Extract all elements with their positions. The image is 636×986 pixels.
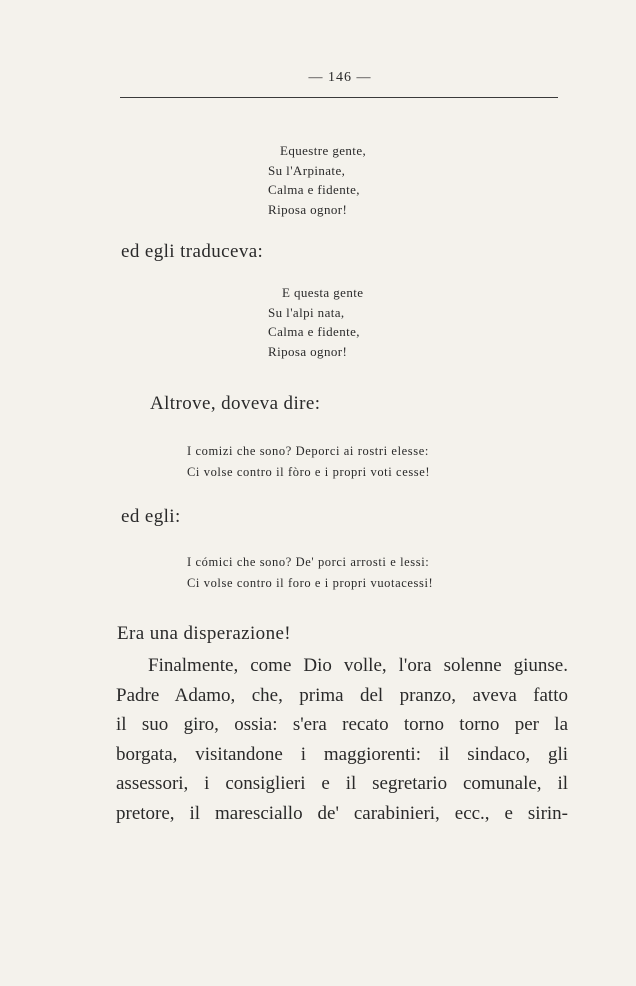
- paragraph-line: Padre Adamo, che, prima del pranzo, aveva fatto: [116, 684, 568, 706]
- header-rule: [120, 97, 558, 98]
- verse-line: Su l'alpi nata,: [268, 304, 345, 320]
- couplet-line: I comizi che sono? Deporci ai rostri elesse:: [187, 444, 429, 458]
- couplet-translation: [187, 552, 433, 594]
- page-number: — 146 —: [308, 70, 372, 85]
- paragraph-line: il suo giro, ossia: s'era recato torno torno per la: [116, 714, 568, 735]
- verse-line: Calma e fidente,: [268, 182, 360, 197]
- prose-altrove: Altrove, doveva dire:: [150, 393, 321, 414]
- paragraph-line: pretore, il maresciallo de' carabinieri, ecc., e sirin-: [116, 802, 568, 824]
- couplet-line: Ci volse contro il foro e i propri vuotacessi!: [187, 576, 434, 590]
- paragraph-line: Finalmente, come Dio volle, l'ora solenne giunse.: [148, 655, 568, 676]
- verse-line: Su l'Arpinate,: [268, 162, 346, 178]
- verse-line: Equestre gente,: [280, 143, 367, 158]
- couplet-line: Ci volse contro il fòro e i propri voti cesse!: [187, 465, 431, 479]
- prose-ed-egli: ed egli:: [121, 506, 181, 527]
- body-paragraph: [116, 651, 568, 828]
- prose-ed-egli-traduceva: ed egli traduceva:: [121, 241, 264, 262]
- verse-line: Calma e fidente,: [268, 324, 360, 339]
- paragraph-line: assessori, i consiglieri e il segretario comunale, il: [116, 773, 568, 794]
- verse-block-original: [268, 141, 366, 219]
- paragraph-line: borgata, visitandone i maggiorenti: il sindaco, gli: [116, 743, 568, 765]
- verse-block-translation: [268, 283, 363, 361]
- verse-line: Riposa ognor!: [268, 343, 348, 359]
- verse-line: Riposa ognor!: [268, 201, 348, 217]
- couplet-original: [187, 441, 430, 483]
- prose-era-una-disperazione: Era una disperazione!: [117, 623, 292, 644]
- couplet-line: I cómici che sono? De' porci arrosti e lessi:: [187, 555, 430, 569]
- verse-line: E questa gente: [282, 285, 364, 300]
